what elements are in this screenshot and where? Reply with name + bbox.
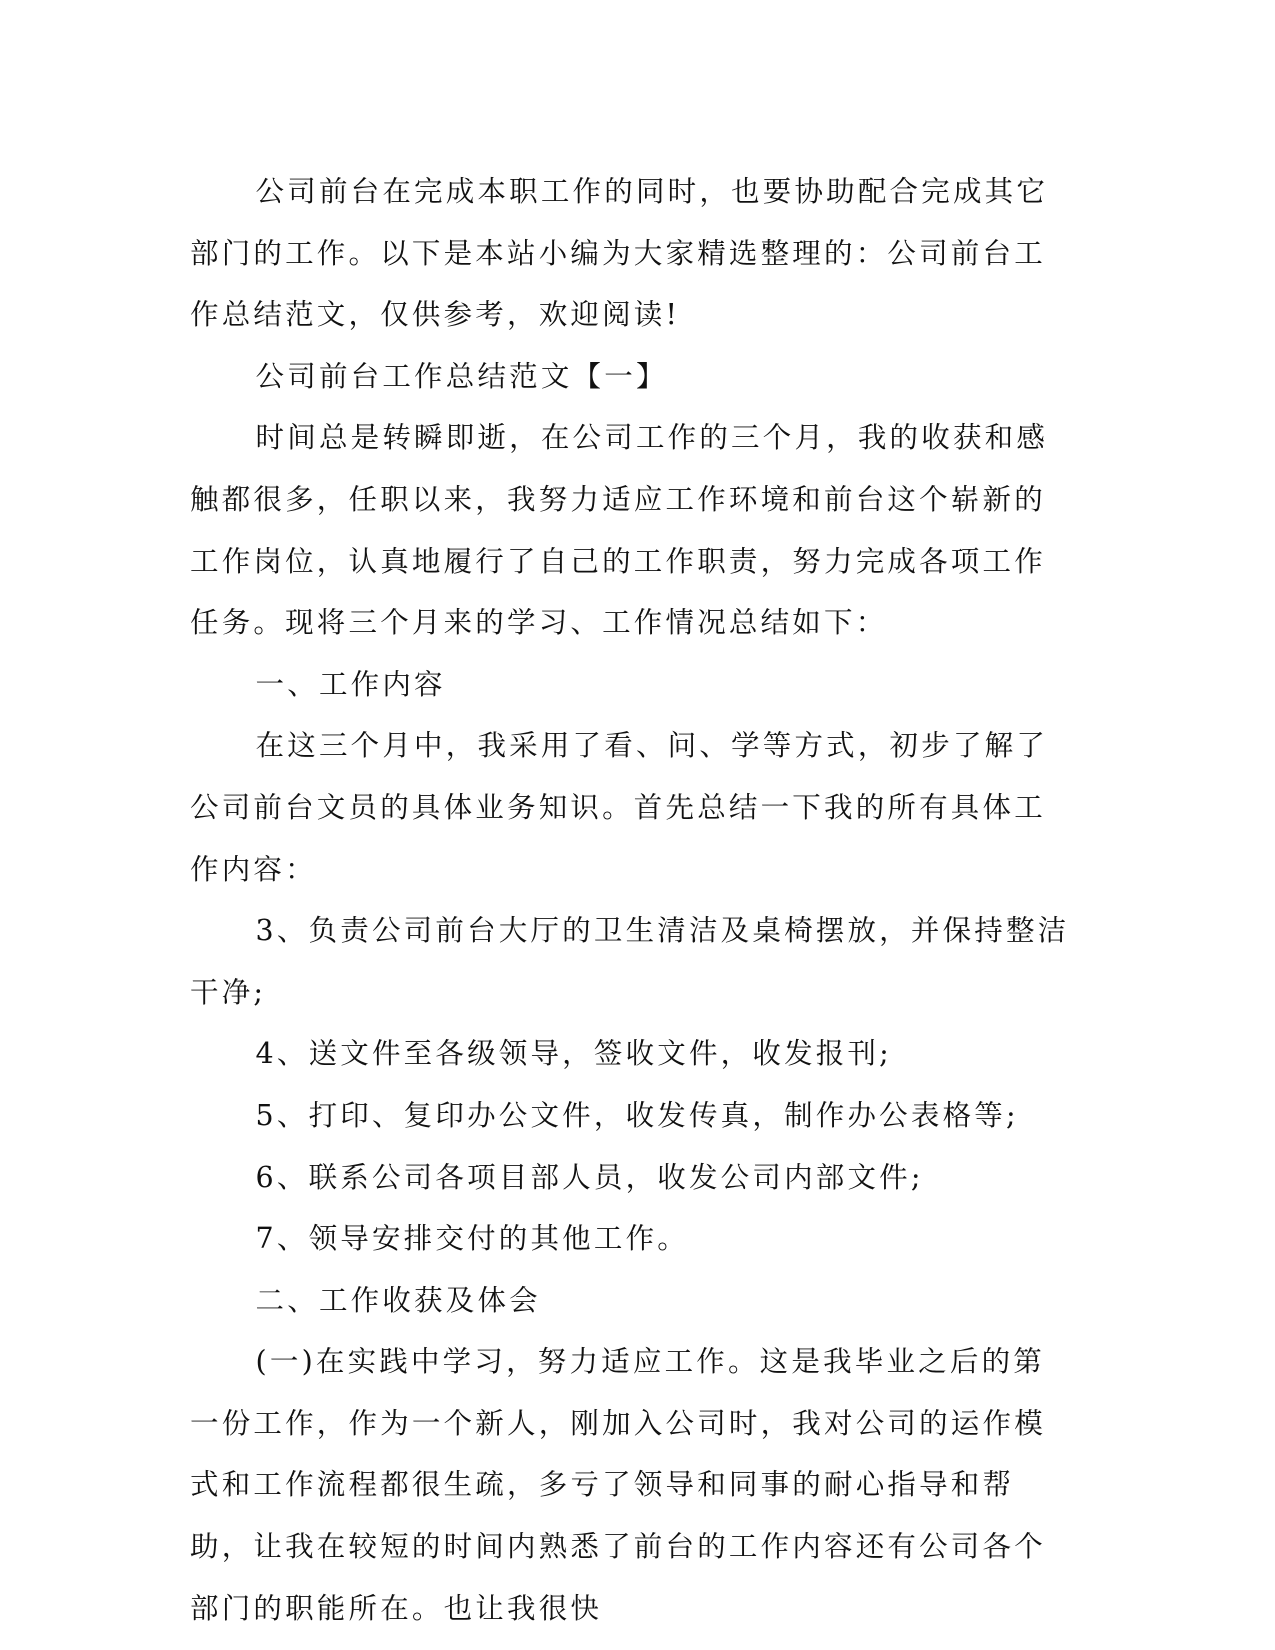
body-paragraph: 时间总是转瞬即逝，在公司工作的三个月，我的收获和感触都很多，任职以来，我努力适应工作环境和前台这个崭新的工作岗位，认真地履行了自己的工作职责，努力完成各项工作任务。现将三个月来的学习、工作情况总结如下： [190,421,1049,640]
list-item: 4、送文件至各级领导，签收文件，收发报刊; [255,1037,892,1071]
section-heading: 二、工作收获及体会 [255,1283,541,1317]
section-title: 公司前台工作总结范文【一】 [255,359,668,393]
list-item: 5、打印、复印办公文件，收发传真，制作办公表格等; [255,1098,1019,1132]
list-item: 6、联系公司各项目部人员，收发公司内部文件; [255,1160,924,1194]
body-paragraph: (一)在实践中学习，努力适应工作。这是我毕业之后的第一份工作，作为一个新人，刚加入公司时，我对公司的运作模式和工作流程都很生疏，多亏了领导和同事的耐心指导和帮助，让我在较短的时间内熟悉了前台的工作内容还有公司各个部门的职能所在。也让我很快 [190,1345,1046,1625]
list-item: 7、领导安排交付的其他工作。 [255,1222,689,1256]
list-item: 3、负责公司前台大厅的卫生清洁及桌椅摆放，并保持整洁干净; [190,914,1070,1009]
intro-paragraph: 公司前台在完成本职工作的同时，也要协助配合完成其它部门的工作。以下是本站小编为大家精选整理的：公司前台工作总结范文，仅供参考，欢迎阅读! [190,175,1049,332]
document-body [190,161,1070,1639]
section-heading: 一、工作内容 [255,667,446,701]
body-paragraph: 在这三个月中，我采用了看、问、学等方式，初步了解了公司前台文员的具体业务知识。首先总结一下我的所有具体工作内容： [190,729,1049,886]
